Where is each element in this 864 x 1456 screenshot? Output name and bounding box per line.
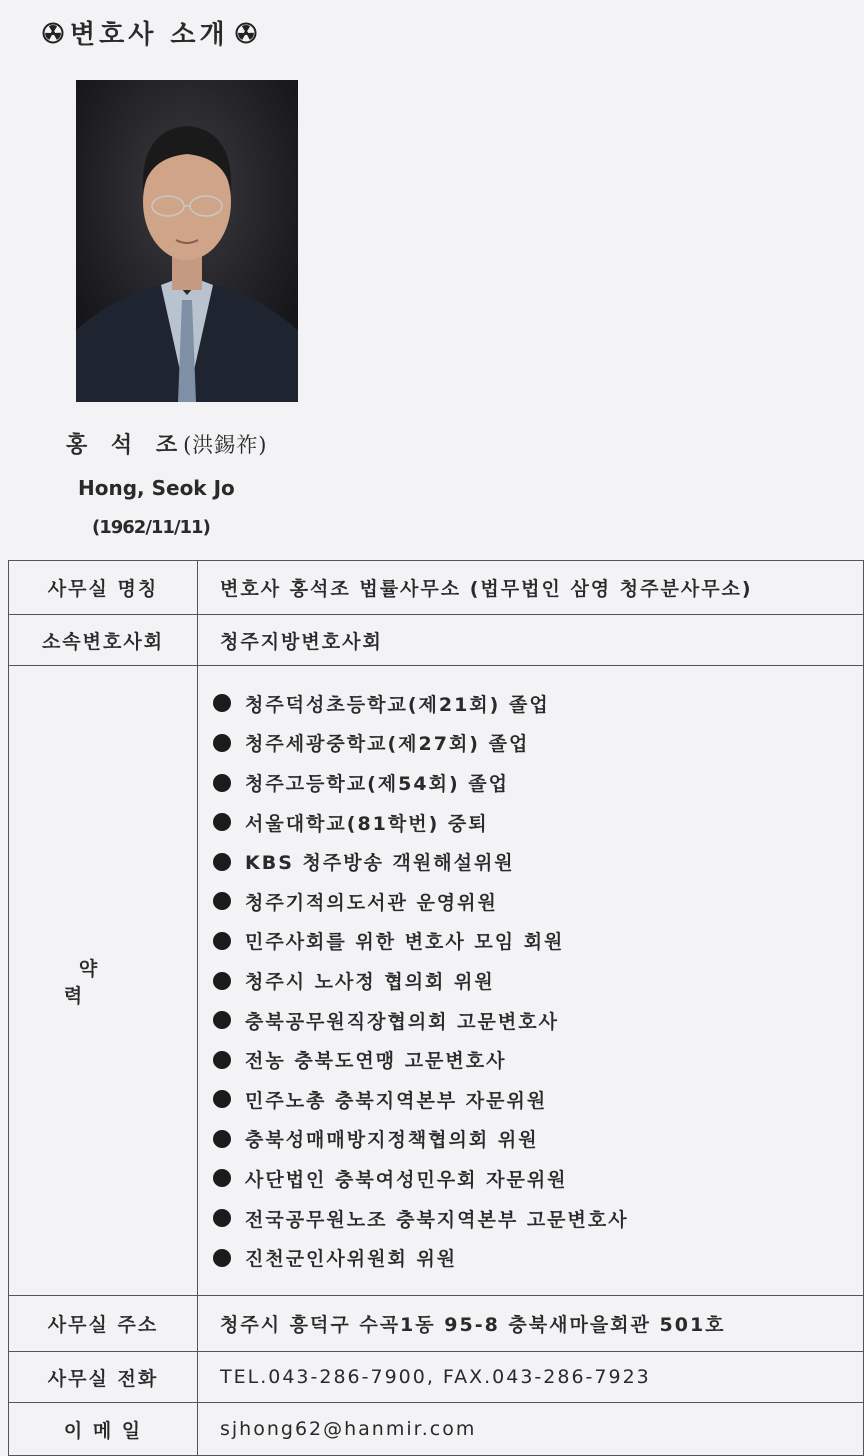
- list-item: KBS 청주방송 객원해설위원: [213, 842, 862, 882]
- name-english: Hong, Seok Jo: [78, 476, 235, 500]
- radiation-symbol-icon: [42, 22, 64, 44]
- list-item: 전국공무원노조 충북지역본부 고문변호사: [213, 1198, 862, 1238]
- list-item: 민주사회를 위한 변호사 모임 회원: [213, 921, 862, 961]
- list-item: 청주기적의도서관 운영위원: [213, 882, 862, 922]
- bullet-icon: [213, 774, 231, 792]
- list-item: 사단법인 충북여성민우회 자문위원: [213, 1159, 862, 1199]
- email-value[interactable]: sjhong62@hanmir.com: [198, 1403, 864, 1456]
- table-row-phone: [9, 1352, 864, 1403]
- name-korean-row: [66, 428, 267, 459]
- table-row-address: [9, 1296, 864, 1352]
- bullet-icon: [213, 1209, 231, 1227]
- list-item: 민주노총 충북지역본부 자문위원: [213, 1079, 862, 1119]
- list-item: 충북공무원직장협의회 고문변호사: [213, 1000, 862, 1040]
- email-label: 이 메 일: [9, 1403, 198, 1456]
- bullet-icon: [213, 892, 231, 910]
- bullet-icon: [213, 734, 231, 752]
- career-list: [199, 684, 862, 1278]
- bullet-icon: [213, 1090, 231, 1108]
- office-name-value: 변호사 홍석조 법률사무소 (법무법인 삼영 청주분사무소): [198, 561, 864, 615]
- list-item: 진천군인사위원회 위원: [213, 1238, 862, 1278]
- profile-photo: [76, 80, 298, 402]
- list-item: 청주시 노사정 협의회 위원: [213, 961, 862, 1001]
- list-item: 전농 충북도연맹 고문변호사: [213, 1040, 862, 1080]
- address-label: 사무실 주소: [9, 1296, 198, 1352]
- page-title: 변호사 소개: [70, 20, 229, 50]
- list-item: 서울대학교(81학번) 중퇴: [213, 802, 862, 842]
- bullet-icon: [213, 813, 231, 831]
- list-item: 충북성매매방지정책협의회 위원: [213, 1119, 862, 1159]
- radiation-symbol-icon: [235, 22, 257, 44]
- table-row-office-name: [9, 561, 864, 615]
- bullet-icon: [213, 1011, 231, 1029]
- career-label: 약 력: [63, 957, 158, 1007]
- address-value: 청주시 흥덕구 수곡1동 95-8 충북새마을회관 501호: [198, 1296, 864, 1352]
- bullet-icon: [213, 1169, 231, 1187]
- career-label-cell: [9, 666, 198, 1296]
- bullet-icon: [213, 972, 231, 990]
- bullet-icon: [213, 1249, 231, 1267]
- name-korean: 홍 석 조: [66, 433, 186, 458]
- list-item: 청주덕성초등학교(제21회) 졸업: [213, 684, 862, 724]
- bullet-icon: [213, 853, 231, 871]
- bullet-icon: [213, 1051, 231, 1069]
- profile-table: [8, 560, 864, 1456]
- list-item: 청주세광중학교(제27회) 졸업: [213, 723, 862, 763]
- phone-value: TEL.043-286-7900, FAX.043-286-7923: [198, 1352, 864, 1403]
- birth-date: (1962/11/11): [92, 517, 210, 538]
- bar-association-value: 청주지방변호사회: [198, 615, 864, 666]
- office-name-label: 사무실 명칭: [9, 561, 198, 615]
- table-row-email: [9, 1403, 864, 1456]
- name-hanja: (洪錫祚): [183, 433, 268, 457]
- bar-association-label: 소속변호사회: [9, 615, 198, 666]
- bullet-icon: [213, 694, 231, 712]
- page-title-row: [36, 14, 263, 51]
- list-item: 청주고등학교(제54회) 졸업: [213, 763, 862, 803]
- table-row-bar: [9, 615, 864, 666]
- bullet-icon: [213, 932, 231, 950]
- table-row-career: [9, 666, 864, 1296]
- bullet-icon: [213, 1130, 231, 1148]
- phone-label: 사무실 전화: [9, 1352, 198, 1403]
- career-cell: [198, 666, 864, 1296]
